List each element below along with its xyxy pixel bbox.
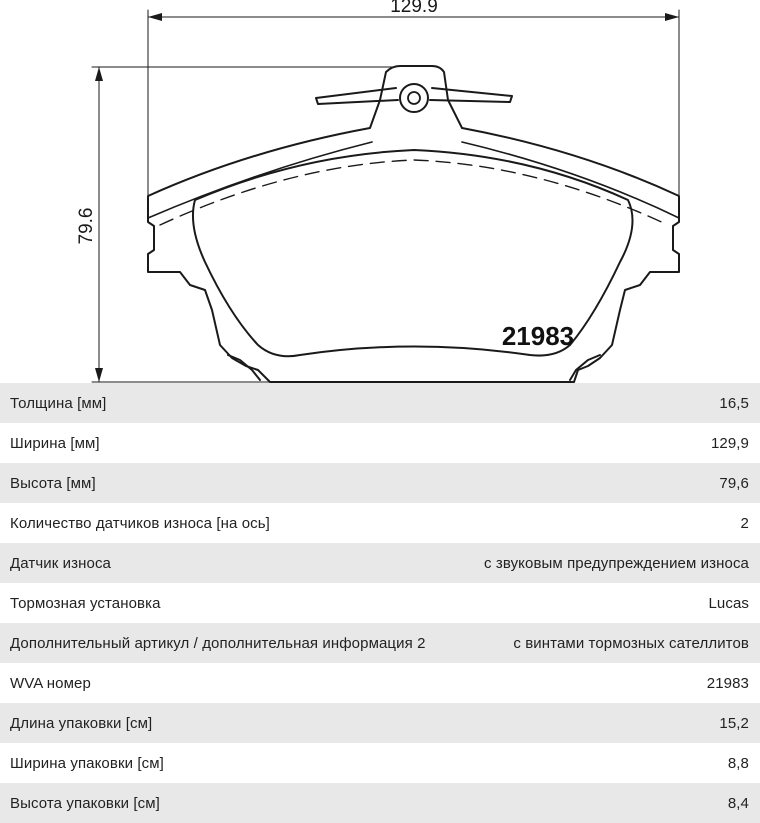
backing-plate-outline xyxy=(148,66,679,382)
spec-value: 15,2 xyxy=(719,714,749,732)
specs-table xyxy=(0,383,760,823)
spec-row xyxy=(0,623,760,663)
spec-value: 129,9 xyxy=(710,434,749,452)
spec-row xyxy=(0,423,760,463)
height-dimension-label: 79.6 xyxy=(76,207,97,245)
spec-value: 21983 xyxy=(706,674,749,692)
spec-label: WVA номер xyxy=(10,674,91,692)
spec-label: Высота [мм] xyxy=(10,474,96,492)
spec-row xyxy=(0,463,760,503)
spec-value: 79,6 xyxy=(719,474,749,492)
spec-row xyxy=(0,543,760,583)
spec-row xyxy=(0,663,760,703)
part-number-label: 21983 xyxy=(501,321,575,351)
spec-value: 16,5 xyxy=(719,394,749,412)
spec-row xyxy=(0,383,760,423)
spec-label: Ширина [мм] xyxy=(10,434,100,452)
spec-label: Тормозная установка xyxy=(10,594,161,612)
spec-row xyxy=(0,783,760,823)
spec-value: с винтами тормозных сателлитов xyxy=(513,634,749,652)
spec-label: Толщина [мм] xyxy=(10,394,107,412)
spec-value: Lucas xyxy=(708,594,749,612)
spec-label: Дополнительный артикул / дополнительная информация 2 xyxy=(10,634,426,652)
spec-label: Датчик износа xyxy=(10,554,111,572)
lower-tabs xyxy=(228,355,600,380)
clip-assembly xyxy=(316,84,512,112)
wear-line-dashed xyxy=(160,160,668,225)
spec-label: Количество датчиков износа [на ось] xyxy=(10,514,270,532)
width-dimension xyxy=(148,10,679,196)
spec-label: Высота упаковки [см] xyxy=(10,794,160,812)
spec-label: Длина упаковки [см] xyxy=(10,714,153,732)
backing-plate-inner xyxy=(148,142,679,218)
spec-label: Ширина упаковки [см] xyxy=(10,754,164,772)
spec-value: с звуковым предупреждением износа xyxy=(484,554,749,572)
spec-value: 8,4 xyxy=(727,794,749,812)
height-dimension xyxy=(92,67,395,382)
brake-pad-drawing xyxy=(0,0,760,383)
spec-value: 2 xyxy=(740,514,749,532)
technical-drawing-svg xyxy=(0,0,760,383)
spec-value: 8,8 xyxy=(727,754,749,772)
spec-row xyxy=(0,583,760,623)
spec-row xyxy=(0,703,760,743)
spec-row xyxy=(0,503,760,543)
width-dimension-label: 129.9 xyxy=(390,0,438,17)
spec-row xyxy=(0,743,760,783)
